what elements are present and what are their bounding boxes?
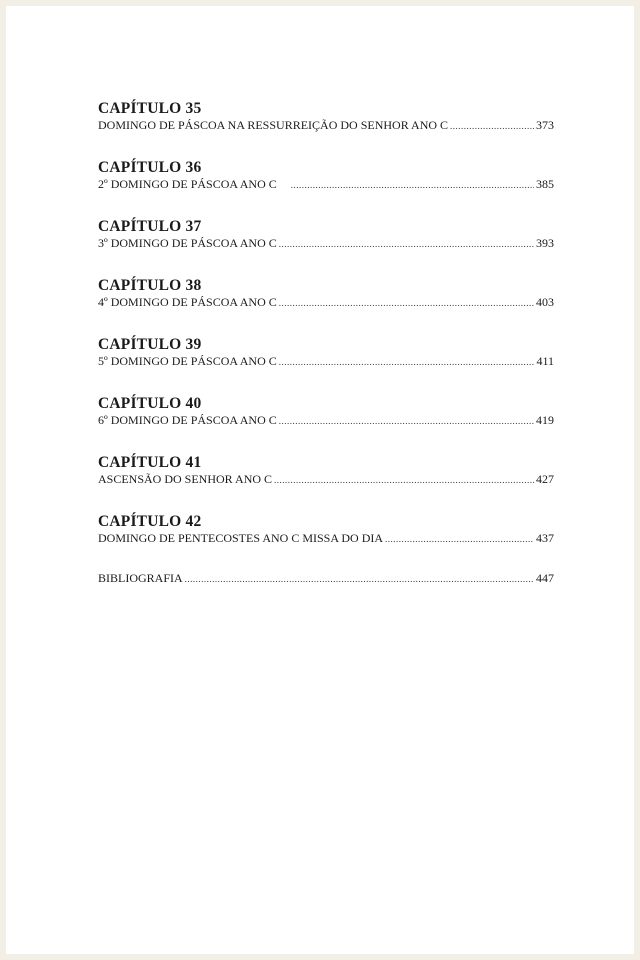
dot-leader bbox=[279, 414, 534, 429]
toc-entry bbox=[98, 236, 554, 252]
toc-page-number: 427 bbox=[536, 472, 554, 486]
toc-entry bbox=[98, 531, 554, 547]
document-page bbox=[6, 6, 634, 954]
chapter-heading: CAPÍTULO 39 bbox=[98, 336, 202, 353]
toc-page-number: 411 bbox=[536, 354, 554, 368]
toc-entry bbox=[98, 295, 554, 311]
chapter-heading: CAPÍTULO 42 bbox=[98, 513, 202, 530]
toc-page-number: 419 bbox=[536, 413, 554, 427]
toc-chapter-35 bbox=[98, 99, 554, 158]
toc-chapter-41 bbox=[98, 453, 554, 512]
toc-entry-title: 5º DOMINGO DE PÁSCOA ANO C bbox=[98, 354, 277, 368]
chapter-heading: CAPÍTULO 38 bbox=[98, 277, 202, 294]
toc-entry-title: DOMINGO DE PENTECOSTES ANO C MISSA DO DIA bbox=[98, 531, 384, 545]
toc-page-number: 385 bbox=[536, 177, 554, 191]
dot-leader bbox=[279, 296, 534, 311]
chapter-heading: CAPÍTULO 36 bbox=[98, 159, 202, 176]
table-of-contents bbox=[98, 99, 554, 587]
toc-page-number: 373 bbox=[536, 118, 554, 132]
toc-entry bbox=[98, 177, 554, 193]
toc-entry-title: DOMINGO DE PÁSCOA NA RESSURREIÇÃO DO SENHOR ANO C bbox=[98, 118, 449, 132]
toc-entry-title: 2º DOMINGO DE PÁSCOA ANO C bbox=[98, 177, 277, 191]
chapter-heading: CAPÍTULO 40 bbox=[98, 395, 202, 412]
dot-leader bbox=[279, 355, 535, 370]
dot-leader bbox=[274, 473, 534, 488]
toc-entry bbox=[98, 118, 554, 134]
toc-entry bbox=[98, 354, 554, 370]
toc-page-number: 393 bbox=[536, 236, 554, 250]
dot-leader bbox=[450, 119, 534, 134]
toc-chapter-37 bbox=[98, 217, 554, 276]
toc-entry-title: ASCENSÃO DO SENHOR ANO C bbox=[98, 472, 273, 486]
dot-leader bbox=[185, 572, 534, 587]
chapter-heading: CAPÍTULO 35 bbox=[98, 100, 202, 117]
chapter-heading: CAPÍTULO 37 bbox=[98, 218, 202, 235]
toc-chapter-42 bbox=[98, 512, 554, 571]
toc-chapter-40 bbox=[98, 394, 554, 453]
toc-page-number: 403 bbox=[536, 295, 554, 309]
toc-entry-title: 4º DOMINGO DE PÁSCOA ANO C bbox=[98, 295, 277, 309]
toc-entry-title: 3º DOMINGO DE PÁSCOA ANO C bbox=[98, 236, 277, 250]
toc-bibliography bbox=[98, 571, 554, 587]
toc-entry-title: 6º DOMINGO DE PÁSCOA ANO C bbox=[98, 413, 277, 427]
toc-chapter-38 bbox=[98, 276, 554, 335]
toc-chapter-36 bbox=[98, 158, 554, 217]
toc-entry-title: BIBLIOGRAFIA bbox=[98, 571, 183, 585]
toc-page-number: 437 bbox=[536, 531, 554, 545]
toc-chapter-39 bbox=[98, 335, 554, 394]
toc-entry bbox=[98, 413, 554, 429]
toc-entry bbox=[98, 472, 554, 488]
dot-leader bbox=[385, 532, 534, 547]
toc-page-number: 447 bbox=[536, 571, 554, 585]
dot-leader bbox=[291, 178, 534, 193]
dot-leader bbox=[279, 237, 534, 252]
chapter-heading: CAPÍTULO 41 bbox=[98, 454, 202, 471]
